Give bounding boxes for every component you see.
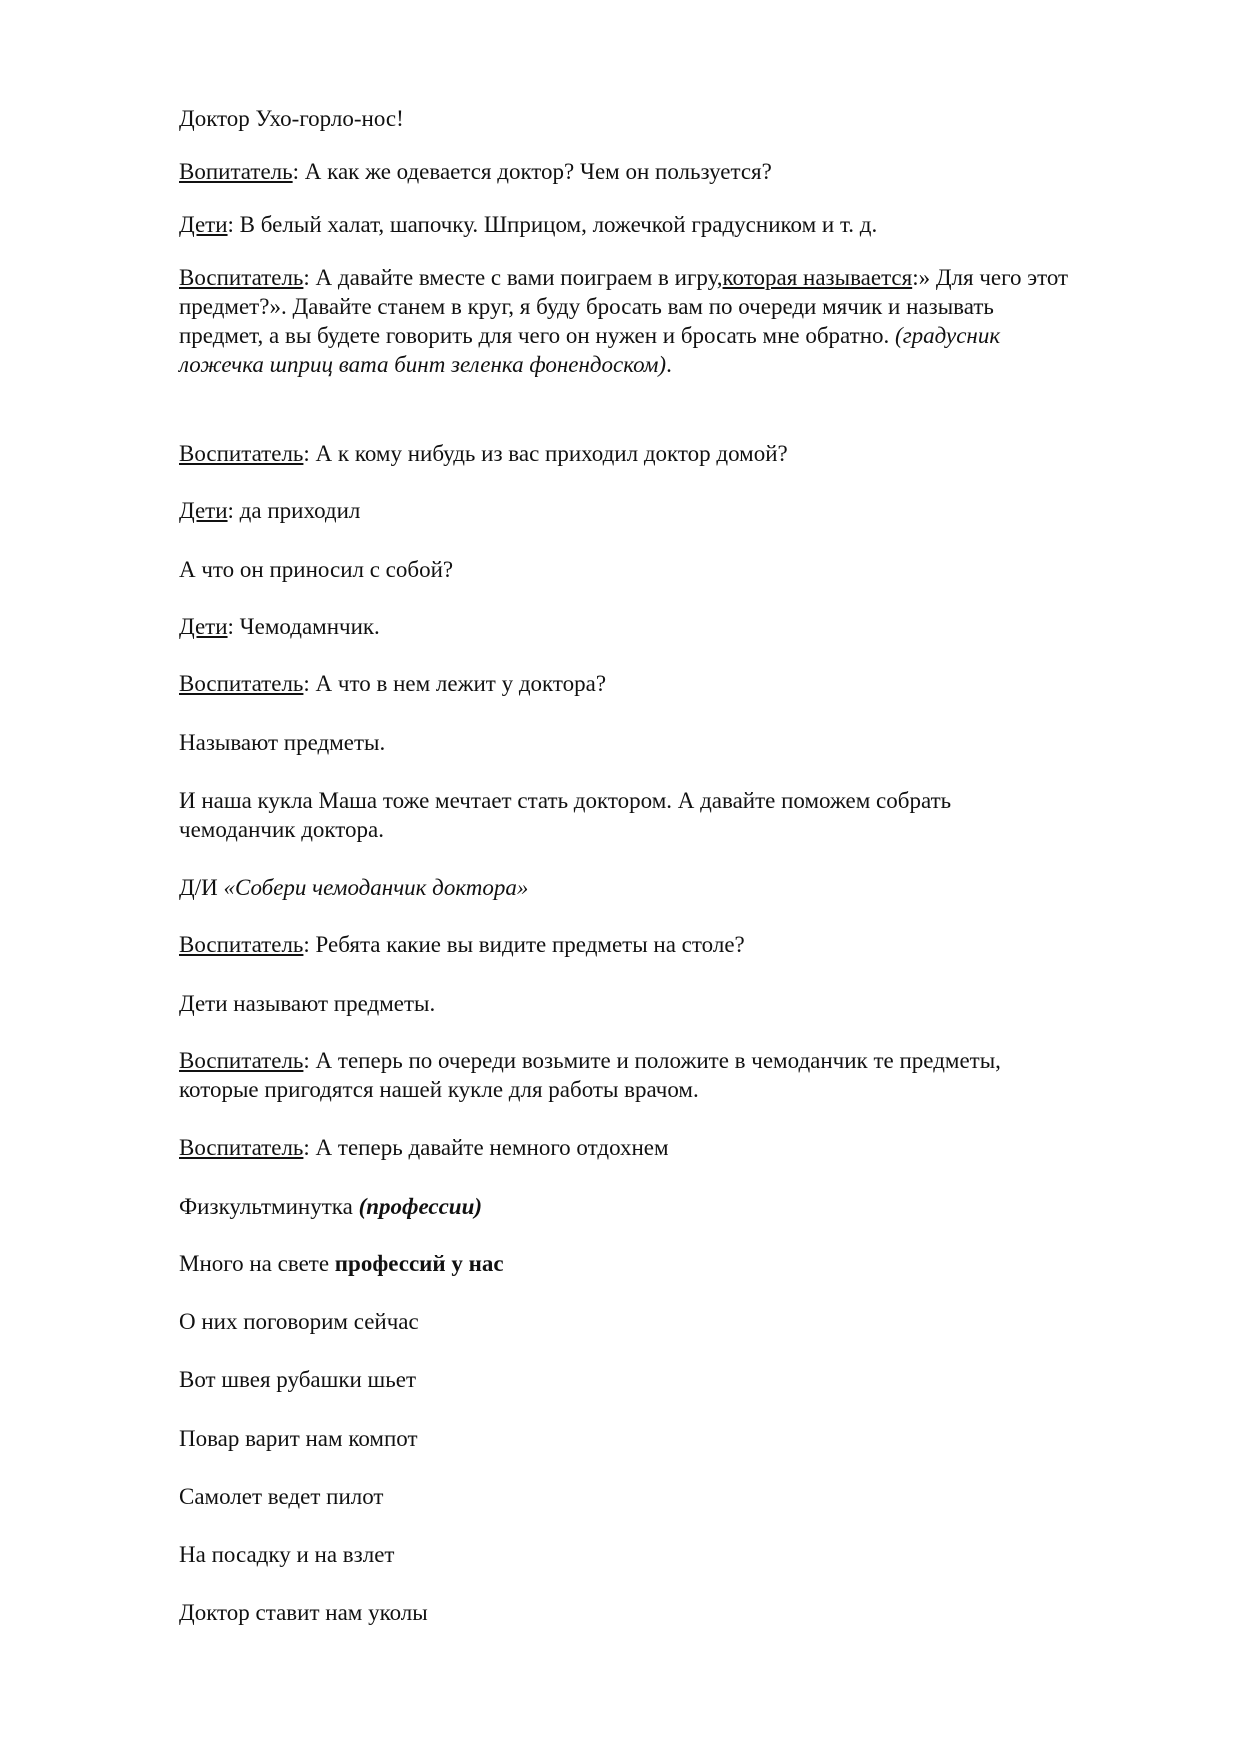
paragraph-4 bbox=[179, 263, 1169, 379]
bold-italic-text: (профессии) bbox=[358, 1194, 483, 1219]
paragraph-24 bbox=[179, 1598, 1169, 1627]
text: предмет, а вы будете говорить для чего он нужен и бросать мне обратно. bbox=[179, 323, 896, 348]
text: . bbox=[666, 352, 672, 377]
paragraph-10 bbox=[179, 728, 1169, 757]
text: О них поговорим сейчас bbox=[179, 1309, 419, 1334]
paragraph-5 bbox=[179, 439, 1169, 468]
speaker-label: Воспитатель bbox=[179, 265, 304, 290]
speaker-label: Воспитатель bbox=[179, 441, 304, 466]
text: : А теперь давайте немного отдохнем bbox=[303, 1135, 669, 1160]
text: : В белый халат, шапочку. Шприцом, ложечкой градусником и т. д. bbox=[227, 212, 878, 237]
paragraph-7 bbox=[179, 555, 1169, 584]
paragraph-6 bbox=[179, 496, 1169, 525]
text: предмет?». Давайте станем в круг, я буду бросать вам по очереди мячик и называть bbox=[179, 294, 994, 319]
paragraph-23 bbox=[179, 1540, 1169, 1569]
italic-text: (градусник bbox=[895, 323, 1001, 348]
text: Доктор Ухо-горло-нос! bbox=[179, 106, 404, 131]
speaker-label: Вопитатель bbox=[179, 159, 293, 184]
text: : А теперь по очереди возьмите и положите в чемоданчик те предметы, bbox=[303, 1048, 1001, 1073]
text: :» Для чего этот bbox=[912, 265, 1069, 290]
text: А что он приносил с собой? bbox=[179, 557, 454, 582]
text: На посадку и на взлет bbox=[179, 1542, 395, 1567]
text: Много на свете bbox=[179, 1251, 335, 1276]
text: Д/И bbox=[179, 875, 224, 900]
italic-text: ложечка шприц вата бинт зеленка фонендоском) bbox=[179, 352, 667, 377]
paragraph-9 bbox=[179, 669, 1169, 698]
paragraph-2 bbox=[179, 157, 1169, 186]
text: : да приходил bbox=[227, 498, 361, 523]
paragraph-16 bbox=[179, 1133, 1169, 1162]
text: Физкультминутка bbox=[179, 1194, 359, 1219]
text: И наша кукла Маша тоже мечтает стать доктором. А давайте поможем собрать bbox=[179, 788, 952, 813]
text: чемоданчик доктора. bbox=[179, 817, 384, 842]
text: которые пригодятся нашей кукле для работы врачом. bbox=[179, 1077, 699, 1102]
speaker-label: Воспитатель bbox=[179, 1048, 304, 1073]
paragraph-21 bbox=[179, 1424, 1169, 1453]
paragraph-14 bbox=[179, 989, 1169, 1018]
text: Вот швея рубашки шьет bbox=[179, 1367, 417, 1392]
text: Повар варит нам компот bbox=[179, 1426, 418, 1451]
paragraph-20 bbox=[179, 1365, 1169, 1394]
paragraph-15 bbox=[179, 1046, 1169, 1104]
paragraph-12 bbox=[179, 873, 1169, 902]
text: : Ребята какие вы видите предметы на столе? bbox=[303, 932, 745, 957]
paragraph-3 bbox=[179, 210, 1169, 239]
paragraph-17 bbox=[179, 1192, 1169, 1221]
speaker-label: Воспитатель bbox=[179, 671, 304, 696]
speaker-label: Дети bbox=[179, 498, 228, 523]
speaker-label: Дети bbox=[179, 614, 228, 639]
speaker-label: Воспитатель bbox=[179, 932, 304, 957]
text: : А давайте вместе с вами поиграем в игру, bbox=[303, 265, 723, 290]
speaker-label: Воспитатель bbox=[179, 1135, 304, 1160]
text: Самолет ведет пилот bbox=[179, 1484, 384, 1509]
underlined-text: которая называется bbox=[722, 265, 913, 290]
game-title: «Собери чемоданчик доктора» bbox=[223, 875, 529, 900]
text: : А как же одевается доктор? Чем он пользуется? bbox=[292, 159, 772, 184]
text: Дети называют предметы. bbox=[179, 991, 436, 1016]
speaker-label: Дети bbox=[179, 212, 228, 237]
text: : А к кому нибудь из вас приходил доктор домой? bbox=[303, 441, 788, 466]
paragraph-18 bbox=[179, 1249, 1169, 1278]
text: Называют предметы. bbox=[179, 730, 386, 755]
paragraph-22 bbox=[179, 1482, 1169, 1511]
paragraph-1 bbox=[179, 104, 1169, 133]
text: Доктор ставит нам уколы bbox=[179, 1600, 428, 1625]
text: : Чемодамнчик. bbox=[227, 614, 380, 639]
paragraph-13 bbox=[179, 930, 1169, 959]
paragraph-19 bbox=[179, 1307, 1169, 1336]
bold-text: профессий у нас bbox=[334, 1251, 504, 1276]
paragraph-11 bbox=[179, 786, 1169, 844]
text: : А что в нем лежит у доктора? bbox=[303, 671, 607, 696]
paragraph-8 bbox=[179, 612, 1169, 641]
